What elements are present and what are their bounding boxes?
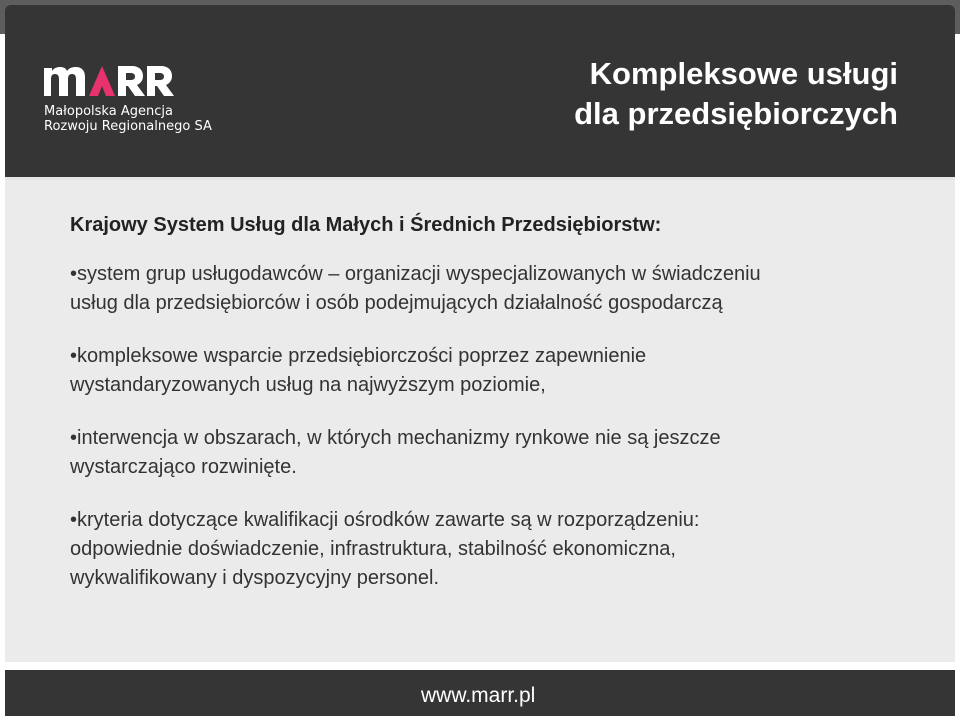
content xyxy=(70,212,890,617)
slide-title xyxy=(574,54,898,134)
bullet-line: wystandaryzowanych usług na najwyższym poziomie, xyxy=(70,374,546,396)
bullet-item xyxy=(70,260,890,318)
bullet-line: •system grup usługodawców – organizacji wyspecjalizowanych w świadczeniu xyxy=(70,263,761,285)
footer-strip xyxy=(5,662,955,670)
logo-subtitle-line: Rozwoju Regionalnego SA xyxy=(44,119,212,134)
bullet-line: •kompleksowe wsparcie przedsiębiorczości poprzez zapewnienie xyxy=(70,345,647,367)
logo-subtitle xyxy=(44,104,212,134)
marr-logo xyxy=(44,58,212,138)
bullet-item xyxy=(70,506,890,593)
bullet-line: •interwencja w obszarach, w których mechanizmy rynkowe nie są jeszcze xyxy=(70,427,721,449)
logo-subtitle-line: Małopolska Agencja xyxy=(44,104,173,119)
bullet-line: usług dla przedsiębiorców i osób podejmujących działalność gospodarczą xyxy=(70,292,723,314)
bullet-line: •kryteria dotyczące kwalifikacji ośrodków zawarte są w rozporządzeniu: xyxy=(70,509,700,531)
bullet-line: wykwalifikowany i dyspozycyjny personel. xyxy=(70,567,440,589)
bullet-line: odpowiednie doświadczenie, infrastruktura, stabilność ekonomiczna, xyxy=(70,538,676,560)
marr-logo-mark xyxy=(44,58,180,100)
footer-url-link[interactable]: www.marr.pl xyxy=(421,684,536,707)
bullet-item xyxy=(70,424,890,482)
slide-title-line: dla przedsiębiorczych xyxy=(574,96,898,131)
bullet-item xyxy=(70,342,890,400)
bullet-line: wystarczająco rozwinięte. xyxy=(70,456,297,478)
slide-title-line: Kompleksowe usługi xyxy=(589,56,898,91)
section-heading: Krajowy System Usług dla Małych i Średnich Przedsiębiorstw: xyxy=(70,214,662,236)
